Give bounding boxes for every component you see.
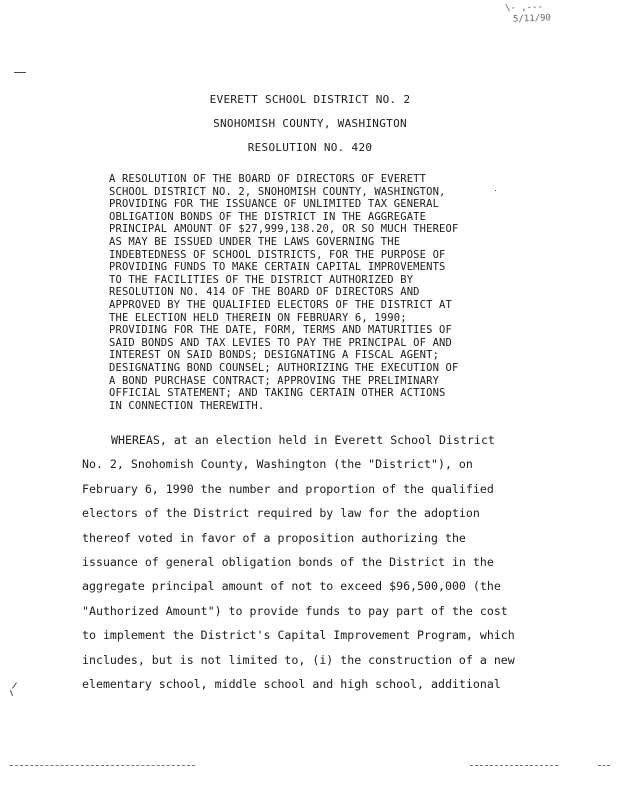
caption-line: DESIGNATING BOND COUNSEL; AUTHORIZING THE EXECUTION OF (109, 361, 459, 374)
caption-line: THE ELECTION HELD THEREIN ON FEBRUARY 6, 1990; (109, 311, 407, 324)
caption-line: A BOND PURCHASE CONTRACT; APPROVING THE PRELIMINARY (109, 374, 440, 387)
body-line: "Authorized Amount") to provide funds to pay part of the cost (82, 603, 508, 618)
scan-annotation-date: 5/11/90 (512, 13, 552, 25)
county-heading: SNOHOMISH COUNTY, WASHINGTON (213, 117, 407, 130)
whereas-paragraph (82, 428, 522, 696)
district-heading: EVERETT SCHOOL DISTRICT NO. 2 (209, 93, 411, 106)
caption-line: PROVIDING FOR THE DATE, FORM, TERMS AND MATURITIES OF (109, 324, 452, 337)
caption-line: APPROVED BY THE QUALIFIED ELECTORS OF THE DISTRICT AT (109, 298, 452, 311)
scan-annotation-top: \- ,--- (504, 2, 544, 14)
caption-line: TO THE FACILITIES OF THE DISTRICT AUTHORIZED BY (109, 273, 414, 286)
body-line: includes, but is not limited to, (i) the construction of a new (82, 652, 515, 667)
body-line: to implement the District's Capital Improvement Program, which (82, 628, 515, 643)
body-line: February 6, 1990 the number and proportion of the qualified (82, 481, 494, 496)
caption-line: SAID BONDS AND TAX LEVIES TO PAY THE PRINCIPAL OF AND (109, 336, 452, 349)
footer-rule-right (470, 765, 558, 766)
scan-speck (10, 690, 13, 696)
caption-line: OBLIGATION BONDS OF THE DISTRICT IN THE AGGREGATE (109, 210, 427, 223)
body-line: electors of the District required by law for the adoption (82, 506, 480, 521)
caption-line: RESOLUTION NO. 414 OF THE BOARD OF DIRECTORS AND (109, 286, 420, 299)
resolution-number: RESOLUTION NO. 420 (247, 141, 373, 154)
body-line: issuance of general obligation bonds of the District in the (82, 554, 494, 569)
caption-line: PROVIDING FUNDS TO MAKE CERTAIN CAPITAL IMPROVEMENTS (109, 261, 446, 274)
caption-line: AS MAY BE ISSUED UNDER THE LAWS GOVERNING THE (109, 235, 401, 248)
caption-line: A RESOLUTION OF THE BOARD OF DIRECTORS OF EVERETT (109, 173, 427, 185)
caption-line: PROVIDING FOR THE ISSUANCE OF UNLIMITED TAX GENERAL (109, 198, 440, 211)
caption-line: PRINCIPAL AMOUNT OF $27,999,138.20, OR SO MUCH THEREOF (109, 223, 459, 236)
caption-line: OFFICIAL STATEMENT; AND TAKING CERTAIN OTHER ACTIONS (109, 387, 446, 400)
caption-line: INDEBTEDNESS OF SCHOOL DISTRICTS, FOR THE PURPOSE OF (109, 248, 446, 261)
footer-rule-edge (598, 765, 610, 766)
caption-line: INTEREST ON SAID BONDS; DESIGNATING A FISCAL AGENT; (109, 349, 440, 362)
caption-line: SCHOOL DISTRICT NO. 2, SNOHOMISH COUNTY, WASHINGTON, (109, 185, 446, 198)
body-line: aggregate principal amount of not to exceed $96,500,000 (the (82, 579, 501, 594)
scan-speck (12, 682, 17, 688)
resolution-caption (109, 173, 494, 412)
footer-rule-left (10, 765, 195, 766)
caption-line: IN CONNECTION THEREWITH. (109, 399, 265, 412)
scan-speck (495, 190, 496, 191)
scan-speck (14, 72, 26, 73)
body-line: No. 2, Snohomish County, Washington (the "District"), on (82, 457, 473, 472)
body-line: thereof voted in favor of a proposition authorizing the (82, 530, 466, 545)
body-line: elementary school, middle school and high school, additional (82, 676, 501, 691)
body-line: WHEREAS, at an election held in Everett School District (111, 433, 495, 447)
